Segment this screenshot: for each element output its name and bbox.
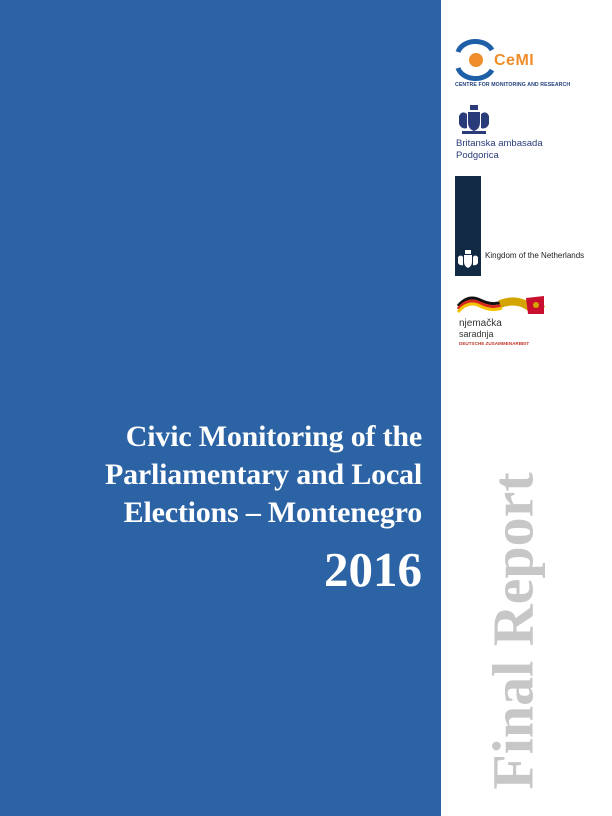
- netherlands-name: Kingdom of the Netherlands: [485, 251, 585, 260]
- german-cooperation-logo: [456, 294, 548, 352]
- royal-coat-of-arms-icon: [456, 104, 492, 136]
- british-embassy-text: [456, 138, 543, 162]
- british-embassy-line2: Podgorica: [456, 150, 499, 161]
- german-cooperation-line3: DEUTSCHE ZUSAMMENARBEIT: [459, 341, 530, 346]
- german-cooperation-line1: njemačka: [459, 318, 502, 329]
- flags-ribbon-icon: [456, 294, 548, 320]
- cemi-logo: [454, 38, 596, 94]
- report-title: [42, 418, 422, 532]
- cemi-name: CeMI: [494, 52, 535, 69]
- netherlands-coat-of-arms-icon: [457, 249, 479, 271]
- cemi-subtitle: CENTRE FOR MONITORING AND RESEARCH: [455, 82, 571, 88]
- cemi-logo-icon: [454, 38, 498, 82]
- german-cooperation-line2: saradnja: [459, 329, 494, 339]
- title-line-2: Parliamentary and Local: [104, 458, 422, 491]
- final-report-label: Final Report: [480, 472, 546, 790]
- british-embassy-logo: [456, 104, 586, 164]
- vertical-title: [481, 462, 545, 800]
- netherlands-logo: [455, 176, 605, 276]
- british-embassy-line1: Britanska ambasada: [456, 138, 543, 149]
- report-year: 2016: [324, 542, 422, 597]
- title-line-3: Elections – Montenegro: [123, 496, 422, 529]
- title-line-1: Civic Monitoring of the: [125, 420, 422, 453]
